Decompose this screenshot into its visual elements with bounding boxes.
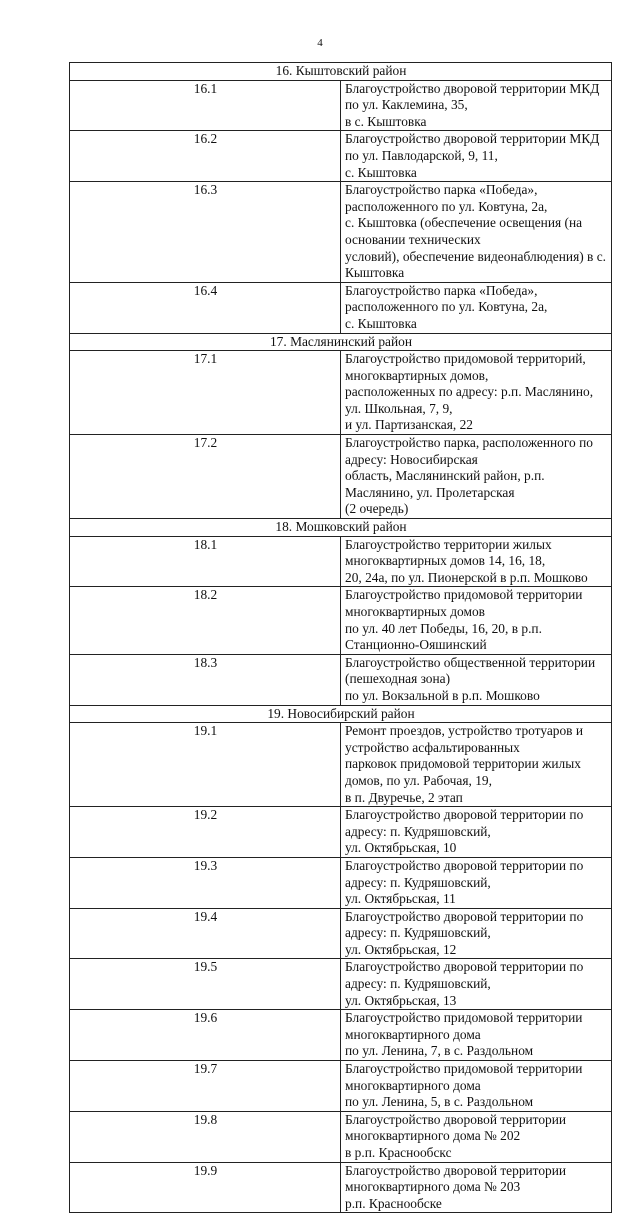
section-header-row — [70, 705, 612, 723]
table-row — [70, 1162, 612, 1213]
table-row — [70, 80, 612, 131]
item-number: 19.7 — [70, 1061, 341, 1112]
description-line: Благоустройство парка «Победа», расположенного по ул. Ковтуна, 2а, — [345, 282, 548, 315]
item-description — [341, 1010, 612, 1061]
description-line: парковок придомовой территории жилых домов, по ул. Рабочая, 19, — [345, 756, 581, 788]
description-line: расположенных по адресу: р.п. Маслянино, ул. Школьная, 7, 9, — [345, 384, 594, 416]
item-number: 18.3 — [70, 654, 341, 705]
description-line: Ремонт проездов, устройство тротуаров и устройство асфальтированных — [345, 723, 584, 755]
item-description — [341, 1061, 612, 1112]
description-line: Благоустройство дворовой территории МКД по ул. Павлодарской, 9, 11, — [345, 131, 600, 163]
items-table-body — [70, 63, 612, 1213]
item-description — [341, 654, 612, 705]
item-number: 16.3 — [70, 182, 341, 283]
table-row — [70, 654, 612, 705]
item-description — [341, 282, 612, 333]
item-number: 17.2 — [70, 435, 341, 519]
item-description — [341, 536, 612, 587]
item-description — [341, 1162, 612, 1213]
table-row — [70, 587, 612, 654]
description-line: Благоустройство дворовой территории по адресу: п. Кудряшовский, — [345, 807, 584, 839]
item-number: 19.2 — [70, 807, 341, 858]
item-number: 18.2 — [70, 587, 341, 654]
description-line: в р.п. Краснообскс — [345, 1145, 452, 1160]
item-description — [341, 908, 612, 959]
item-number: 16.1 — [70, 80, 341, 131]
description-line: в с. Кыштовка — [345, 113, 427, 129]
item-number: 16.4 — [70, 282, 341, 333]
item-description — [341, 857, 612, 908]
section-header-row — [70, 333, 612, 351]
description-line: Благоустройство придомовой территории многоквартирных домов — [345, 587, 583, 619]
description-line: с. Кыштовка — [345, 315, 417, 331]
description-line: по ул. 40 лет Победы, 16, 20, в р.п. Станционно-Ояшинский — [345, 620, 542, 653]
table-row — [70, 723, 612, 807]
section-title: 16. Кыштовский район — [70, 63, 612, 81]
table-row — [70, 351, 612, 435]
description-line: Благоустройство дворовой территории по адресу: п. Кудряшовский, — [345, 857, 584, 890]
item-description — [341, 351, 612, 435]
item-description — [341, 807, 612, 858]
section-header-row — [70, 519, 612, 537]
description-line: в п. Двуречье, 2 этап — [345, 789, 463, 805]
description-line: Благоустройство придомовой территории многоквартирного дома — [345, 1061, 583, 1093]
description-line: Благоустройство парка, расположенного по адресу: Новосибирская — [345, 435, 593, 467]
item-description — [341, 80, 612, 131]
table-row — [70, 959, 612, 1010]
table-row — [70, 1061, 612, 1112]
section-title: 17. Маслянинский район — [70, 333, 612, 351]
item-number: 16.2 — [70, 131, 341, 182]
description-line: с. Кыштовка — [345, 164, 417, 180]
item-description — [341, 959, 612, 1010]
table-row — [70, 536, 612, 587]
item-number: 18.1 — [70, 536, 341, 587]
table-row — [70, 857, 612, 908]
description-line: 20, 24а, по ул. Пионерской в р.п. Мошково — [345, 569, 588, 585]
section-title: 18. Мошковский район — [70, 519, 612, 537]
description-line: ул. Октябрьская, 13 — [345, 992, 457, 1008]
description-line: Благоустройство дворовой территории по адресу: п. Кудряшовский, — [345, 908, 584, 941]
item-number: 17.1 — [70, 351, 341, 435]
description-line: Благоустройство парка «Победа», расположенного по ул. Ковтуна, 2а, — [345, 182, 548, 214]
item-description — [341, 435, 612, 519]
description-line: Благоустройство дворовой территории МКД по ул. Каклемина, 35, — [345, 80, 600, 113]
page-number: 4 — [317, 37, 323, 49]
description-line: по ул. Ленина, 5, в с. Раздольном — [345, 1094, 534, 1110]
table-row — [70, 908, 612, 959]
items-table — [69, 62, 612, 1213]
item-description — [341, 723, 612, 807]
description-line: Благоустройство общественной территории (пешеходная зона) — [345, 654, 596, 687]
item-description — [341, 587, 612, 654]
section-header-row — [70, 63, 612, 81]
item-number: 19.5 — [70, 959, 341, 1010]
item-description — [341, 1111, 612, 1162]
table-row — [70, 1010, 612, 1061]
table-row — [70, 131, 612, 182]
item-description — [341, 182, 612, 283]
table-row — [70, 807, 612, 858]
item-description — [341, 131, 612, 182]
description-line: по ул. Вокзальной в р.п. Мошково — [345, 687, 540, 703]
description-line: Благоустройство придомовой территории многоквартирного дома — [345, 1010, 583, 1042]
table-row — [70, 435, 612, 519]
description-line: (2 очередь) — [345, 501, 409, 517]
description-line: ул. Октябрьская, 10 — [345, 840, 457, 856]
description-line: р.п. Краснообске — [345, 1195, 442, 1211]
description-line: Благоустройство дворовой территории многоквартирного дома № 203 — [345, 1162, 567, 1195]
description-line: и ул. Партизанская, 22 — [345, 417, 473, 433]
table-row — [70, 182, 612, 283]
table-row — [70, 282, 612, 333]
description-line: по ул. Ленина, 7, в с. Раздольном — [345, 1043, 534, 1059]
item-number: 19.4 — [70, 908, 341, 959]
description-line: ул. Октябрьская, 11 — [345, 891, 456, 907]
item-number: 19.1 — [70, 723, 341, 807]
description-line: ул. Октябрьская, 12 — [345, 941, 457, 957]
description-line: область, Маслянинский район, р.п. Маслянино, ул. Пролетарская — [345, 468, 545, 500]
section-title: 19. Новосибирский район — [70, 705, 612, 723]
description-line: Благоустройство территории жилых многоквартирных домов 14, 16, 18, — [345, 536, 552, 569]
description-line: Благоустройство дворовой территории по адресу: п. Кудряшовский, — [345, 959, 584, 992]
item-number: 19.3 — [70, 857, 341, 908]
table-row — [70, 1111, 612, 1162]
item-number: 19.8 — [70, 1111, 341, 1162]
description-line: Благоустройство придомовой территорий, многоквартирных домов, — [345, 351, 586, 383]
item-number: 19.9 — [70, 1162, 341, 1213]
item-number: 19.6 — [70, 1010, 341, 1061]
description-line: условий), обеспечение видеонаблюдения) в с. Кыштовка — [345, 248, 607, 281]
description-line: с. Кыштовка (обеспечение освещения (на основании технических — [345, 215, 583, 247]
description-line: Благоустройство дворовой территории многоквартирного дома № 202 — [345, 1111, 567, 1144]
